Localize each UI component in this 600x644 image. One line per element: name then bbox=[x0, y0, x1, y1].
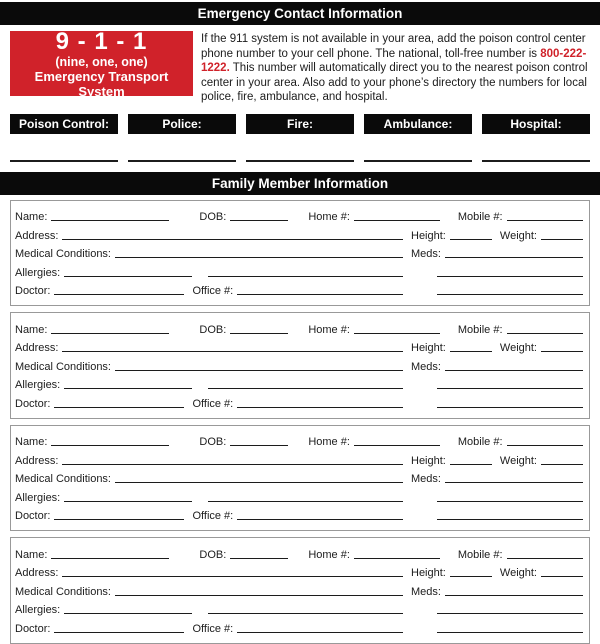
allergies-group bbox=[15, 265, 403, 280]
office-phone-label: Office #: bbox=[192, 510, 234, 523]
weight-field-line[interactable] bbox=[541, 565, 583, 577]
badge-911-number: 9 - 1 - 1 bbox=[55, 27, 148, 55]
member-row-allergies bbox=[15, 261, 583, 280]
height-label: Height: bbox=[411, 342, 446, 355]
emergency-contacts-row bbox=[10, 114, 590, 162]
dob-field-line[interactable] bbox=[230, 322, 288, 334]
meds-overflow-group-2 bbox=[403, 283, 583, 298]
medical-conditions-field-line[interactable] bbox=[115, 584, 403, 596]
meds-overflow-group-2 bbox=[403, 621, 583, 636]
name-field-line[interactable] bbox=[51, 434, 169, 446]
meds-overflow-line-2[interactable] bbox=[437, 283, 583, 295]
contact-column bbox=[246, 114, 354, 162]
family-member-block bbox=[10, 312, 590, 419]
emergency-info-row bbox=[10, 27, 590, 105]
allergies-field-line[interactable] bbox=[64, 265, 192, 277]
contact-write-in-line[interactable] bbox=[482, 160, 590, 162]
doctor-label: Doctor: bbox=[15, 622, 51, 635]
contact-column bbox=[128, 114, 236, 162]
home-phone-field-line[interactable] bbox=[354, 322, 440, 334]
poison-control-phone-number: 800-222-1222. bbox=[201, 47, 587, 75]
weight-label: Weight: bbox=[499, 567, 537, 580]
weight-label: Weight: bbox=[499, 342, 537, 355]
meds-overflow-line-2[interactable] bbox=[437, 396, 583, 408]
family-member-block bbox=[10, 425, 590, 532]
address-field-line[interactable] bbox=[62, 453, 403, 465]
member-row-doctor bbox=[15, 617, 583, 636]
member-row-allergies bbox=[15, 374, 583, 393]
address-group bbox=[15, 228, 403, 243]
doctor-field-line[interactable] bbox=[54, 283, 184, 295]
meds-overflow-group-2 bbox=[403, 508, 583, 523]
mobile-phone-label: Mobile #: bbox=[457, 211, 503, 224]
weight-field-line[interactable] bbox=[541, 228, 583, 240]
office-phone-label: Office #: bbox=[192, 397, 234, 410]
mobile-phone-field-line[interactable] bbox=[507, 209, 583, 221]
mobile-phone-label: Mobile #: bbox=[457, 436, 503, 449]
dob-label: DOB: bbox=[199, 211, 227, 224]
address-label: Address: bbox=[15, 567, 59, 580]
instructions-text-after: This number will automatically direct you to the nearest poison control center in your area. Also add to your phone’s directory the numbers for local police, fire, ambulance, and hospital. bbox=[201, 62, 588, 104]
meds-overflow-group bbox=[403, 265, 583, 280]
meds-field-line[interactable] bbox=[445, 246, 583, 258]
medical-conditions-label: Medical Conditions: bbox=[15, 360, 111, 373]
height-weight-group bbox=[403, 565, 583, 580]
dob-label: DOB: bbox=[199, 436, 227, 449]
family-member-block bbox=[10, 200, 590, 307]
name-label: Name: bbox=[15, 211, 48, 224]
name-field-line[interactable] bbox=[51, 209, 169, 221]
address-label: Address: bbox=[15, 454, 59, 467]
dob-field-line[interactable] bbox=[230, 547, 288, 559]
home-phone-label: Home #: bbox=[308, 548, 350, 561]
member-row-address bbox=[15, 224, 583, 243]
meds-overflow-group bbox=[403, 377, 583, 392]
member-row-address bbox=[15, 337, 583, 356]
height-field-line[interactable] bbox=[450, 565, 492, 577]
section-header-family-title: Family Member Information bbox=[211, 175, 389, 191]
contact-label: Hospital: bbox=[482, 114, 590, 134]
meds-group bbox=[403, 584, 583, 599]
contact-column bbox=[364, 114, 472, 162]
medical-conditions-field-line[interactable] bbox=[115, 246, 403, 258]
name-label: Name: bbox=[15, 436, 48, 449]
meds-group bbox=[403, 246, 583, 261]
meds-field-line[interactable] bbox=[445, 471, 583, 483]
mobile-phone-label: Mobile #: bbox=[457, 323, 503, 336]
height-field-line[interactable] bbox=[450, 453, 492, 465]
medical-conditions-group bbox=[15, 246, 403, 261]
address-field-line[interactable] bbox=[62, 340, 403, 352]
section-header-emergency-title: Emergency Contact Information bbox=[197, 6, 403, 21]
meds-label: Meds: bbox=[411, 585, 441, 598]
home-phone-label: Home #: bbox=[308, 211, 350, 224]
weight-label: Weight: bbox=[499, 454, 537, 467]
medical-conditions-label: Medical Conditions: bbox=[15, 473, 111, 486]
meds-field-line[interactable] bbox=[445, 584, 583, 596]
mobile-phone-label: Mobile #: bbox=[457, 548, 503, 561]
office-phone-field-line[interactable] bbox=[237, 508, 403, 520]
office-phone-label: Office #: bbox=[192, 622, 234, 635]
meds-label: Meds: bbox=[411, 360, 441, 373]
badge-911-system: Emergency Transport System bbox=[34, 68, 169, 99]
allergies-label: Allergies: bbox=[15, 266, 61, 279]
allergies-label: Allergies: bbox=[15, 379, 61, 392]
height-weight-group bbox=[403, 453, 583, 468]
member-row-doctor bbox=[15, 392, 583, 411]
height-label: Height: bbox=[411, 229, 446, 242]
meds-overflow-group bbox=[403, 490, 583, 505]
height-label: Height: bbox=[411, 567, 446, 580]
mobile-phone-field-line[interactable] bbox=[507, 322, 583, 334]
member-row-identity bbox=[15, 206, 583, 225]
contact-write-in-line[interactable] bbox=[128, 160, 236, 162]
meds-label: Meds: bbox=[411, 473, 441, 486]
emergency-instructions bbox=[201, 31, 590, 105]
contact-label: Ambulance: bbox=[364, 114, 472, 134]
home-phone-field-line[interactable] bbox=[354, 209, 440, 221]
doctor-group bbox=[15, 621, 403, 636]
contact-label: Fire: bbox=[246, 114, 354, 134]
address-field-line[interactable] bbox=[62, 228, 403, 240]
home-phone-label: Home #: bbox=[308, 436, 350, 449]
dob-field-line[interactable] bbox=[230, 434, 288, 446]
contact-label: Police: bbox=[128, 114, 236, 134]
member-row-address bbox=[15, 449, 583, 468]
allergies-field-line[interactable] bbox=[64, 490, 192, 502]
member-row-identity bbox=[15, 318, 583, 337]
doctor-field-line[interactable] bbox=[54, 396, 184, 408]
address-group bbox=[15, 340, 403, 355]
member-row-medical bbox=[15, 468, 583, 487]
address-group bbox=[15, 453, 403, 468]
name-field-line[interactable] bbox=[51, 322, 169, 334]
meds-overflow-group-2 bbox=[403, 396, 583, 411]
height-field-line[interactable] bbox=[450, 228, 492, 240]
dob-label: DOB: bbox=[199, 323, 227, 336]
allergies-overflow-line[interactable] bbox=[208, 377, 403, 389]
page bbox=[0, 2, 600, 635]
office-phone-field-line[interactable] bbox=[237, 283, 403, 295]
dob-label: DOB: bbox=[199, 548, 227, 561]
allergies-field-line[interactable] bbox=[64, 377, 192, 389]
mobile-phone-field-line[interactable] bbox=[507, 434, 583, 446]
doctor-field-line[interactable] bbox=[54, 508, 184, 520]
name-label: Name: bbox=[15, 323, 48, 336]
member-row-medical bbox=[15, 580, 583, 599]
weight-field-line[interactable] bbox=[541, 340, 583, 352]
meds-overflow-line[interactable] bbox=[437, 265, 583, 277]
height-field-line[interactable] bbox=[450, 340, 492, 352]
address-label: Address: bbox=[15, 229, 59, 242]
office-phone-label: Office #: bbox=[192, 285, 234, 298]
allergies-label: Allergies: bbox=[15, 491, 61, 504]
member-row-address bbox=[15, 562, 583, 581]
height-label: Height: bbox=[411, 454, 446, 467]
meds-field-line[interactable] bbox=[445, 359, 583, 371]
doctor-group bbox=[15, 508, 403, 523]
medical-conditions-field-line[interactable] bbox=[115, 471, 403, 483]
family-member-list bbox=[10, 200, 590, 644]
doctor-group bbox=[15, 283, 403, 298]
name-field-line[interactable] bbox=[51, 547, 169, 559]
member-row-allergies bbox=[15, 486, 583, 505]
instructions-text-before: If the 911 system is not available in your area, add the poison control center phone number to your cell phone. The national, toll-free number is bbox=[201, 33, 586, 60]
height-weight-group bbox=[403, 228, 583, 243]
name-label: Name: bbox=[15, 548, 48, 561]
address-group bbox=[15, 565, 403, 580]
contact-write-in-line[interactable] bbox=[364, 160, 472, 162]
allergies-overflow-line[interactable] bbox=[208, 265, 403, 277]
allergies-group bbox=[15, 377, 403, 392]
contact-column bbox=[482, 114, 590, 162]
family-member-block bbox=[10, 537, 590, 644]
address-field-line[interactable] bbox=[62, 565, 403, 577]
meds-overflow-line[interactable] bbox=[437, 490, 583, 502]
badge-911-spelled: (nine, one, one) bbox=[55, 54, 148, 69]
meds-overflow-line-2[interactable] bbox=[437, 508, 583, 520]
doctor-group bbox=[15, 396, 403, 411]
member-row-medical bbox=[15, 355, 583, 374]
contact-column bbox=[10, 114, 118, 162]
home-phone-label: Home #: bbox=[308, 323, 350, 336]
medical-conditions-label: Medical Conditions: bbox=[15, 248, 111, 261]
mobile-phone-field-line[interactable] bbox=[507, 547, 583, 559]
weight-label: Weight: bbox=[499, 229, 537, 242]
doctor-label: Doctor: bbox=[15, 397, 51, 410]
allergies-label: Allergies: bbox=[15, 604, 61, 617]
contact-write-in-line[interactable] bbox=[246, 160, 354, 162]
allergies-overflow-line[interactable] bbox=[208, 602, 403, 614]
medical-conditions-group bbox=[15, 471, 403, 486]
meds-group bbox=[403, 359, 583, 374]
meds-label: Meds: bbox=[411, 248, 441, 261]
member-row-doctor bbox=[15, 505, 583, 524]
allergies-field-line[interactable] bbox=[64, 602, 192, 614]
weight-field-line[interactable] bbox=[541, 453, 583, 465]
contact-label: Poison Control: bbox=[10, 114, 118, 134]
medical-conditions-label: Medical Conditions: bbox=[15, 585, 111, 598]
allergies-overflow-line[interactable] bbox=[208, 490, 403, 502]
member-row-doctor bbox=[15, 280, 583, 299]
badge-911 bbox=[10, 27, 193, 99]
meds-overflow-group bbox=[403, 602, 583, 617]
member-row-identity bbox=[15, 431, 583, 450]
doctor-label: Doctor: bbox=[15, 510, 51, 523]
allergies-group bbox=[15, 602, 403, 617]
meds-group bbox=[403, 471, 583, 486]
allergies-group bbox=[15, 490, 403, 505]
dob-field-line[interactable] bbox=[230, 209, 288, 221]
section-header-emergency bbox=[0, 2, 600, 25]
home-phone-field-line[interactable] bbox=[354, 434, 440, 446]
section-header-family bbox=[0, 172, 600, 195]
address-label: Address: bbox=[15, 342, 59, 355]
member-row-medical bbox=[15, 243, 583, 262]
office-phone-field-line[interactable] bbox=[237, 396, 403, 408]
medical-conditions-field-line[interactable] bbox=[115, 359, 403, 371]
home-phone-field-line[interactable] bbox=[354, 547, 440, 559]
medical-conditions-group bbox=[15, 359, 403, 374]
medical-conditions-group bbox=[15, 584, 403, 599]
meds-overflow-line[interactable] bbox=[437, 602, 583, 614]
contact-write-in-line[interactable] bbox=[10, 160, 118, 162]
height-weight-group bbox=[403, 340, 583, 355]
member-row-identity bbox=[15, 543, 583, 562]
member-row-allergies bbox=[15, 599, 583, 618]
doctor-label: Doctor: bbox=[15, 285, 51, 298]
meds-overflow-line[interactable] bbox=[437, 377, 583, 389]
